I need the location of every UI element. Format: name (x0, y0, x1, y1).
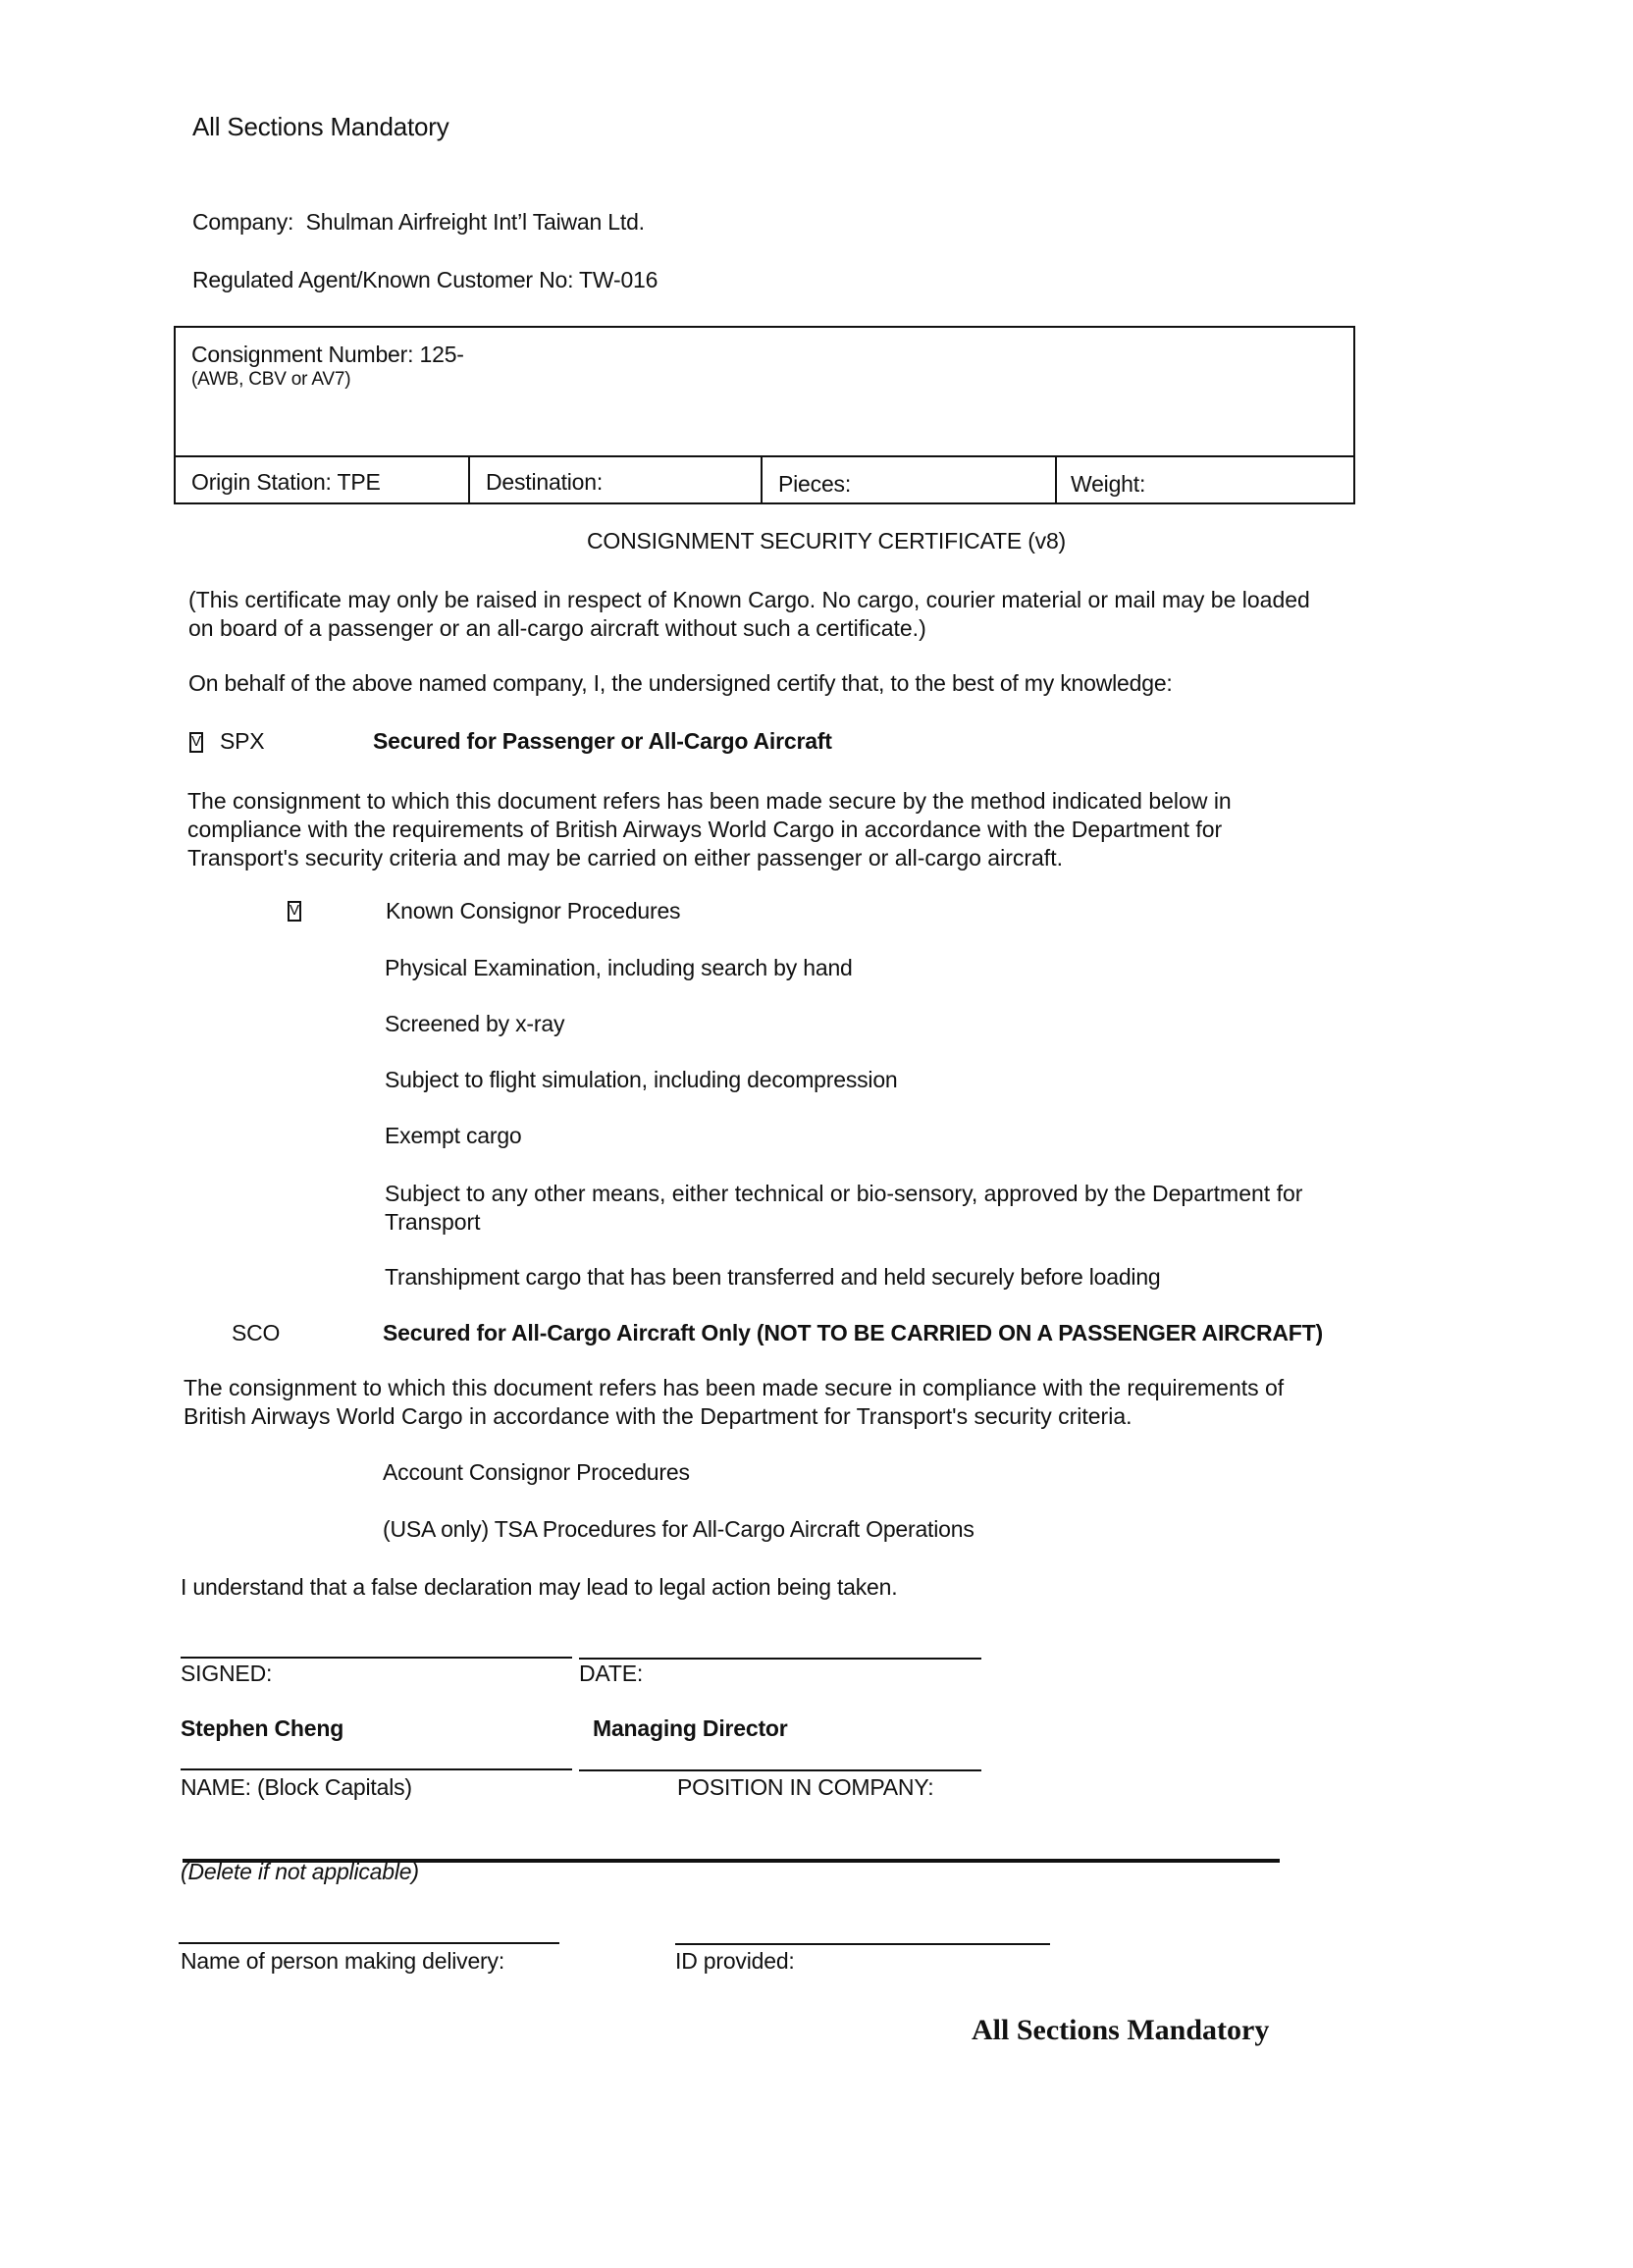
check-mark-icon: V (290, 902, 300, 919)
date-line (579, 1658, 981, 1660)
sco-title: Secured for All-Cargo Aircraft Only (NOT TO BE CARRIED ON A PASSENGER AIRCRAFT) (383, 1320, 1323, 1345)
method-flight-simulation[interactable]: Subject to flight simulation, including decompression (385, 1067, 898, 1092)
method-account-consignor[interactable]: Account Consignor Procedures (383, 1459, 690, 1485)
method-transhipment[interactable]: Transhipment cargo that has been transferred and held securely before loading (385, 1264, 1161, 1290)
consignment-number-line (191, 342, 464, 368)
position-line (579, 1769, 981, 1771)
date-field[interactable] (579, 1619, 981, 1655)
delivery-person-line (179, 1942, 559, 1944)
id-line (675, 1943, 1050, 1945)
name-line (181, 1768, 572, 1770)
agent-value: TW-016 (579, 267, 658, 292)
sco-para-line-1: The consignment to which this document refers has been made secure in compliance with the requirements of (184, 1375, 1285, 1400)
consignment-number-hint: (AWB, CBV or AV7) (191, 369, 351, 390)
consignment-number-label: Consignment Number: (191, 342, 414, 367)
weight-label: Weight: (1071, 471, 1146, 497)
spx-para-line-2: compliance with the requirements of British Airways World Cargo in accordance with the Department for (187, 817, 1223, 842)
method-xray[interactable]: Screened by x-ray (385, 1011, 565, 1036)
company-label: Company: (192, 209, 294, 235)
spx-code: SPX (220, 728, 265, 754)
company-line (192, 209, 645, 236)
check-mark-icon: V (191, 733, 202, 750)
signed-label: SIGNED: (181, 1661, 273, 1686)
weight-cell[interactable] (1071, 471, 1145, 498)
destination-cell[interactable] (486, 469, 603, 496)
method-other-means[interactable] (385, 1180, 1302, 1237)
destination-label: Destination: (486, 469, 604, 495)
other-means-line-1: Subject to any other means, either technical or bio-sensory, approved by the Department for (385, 1181, 1303, 1206)
intro-line-1: (This certificate may only be raised in respect of Known Cargo. No cargo, courier material or mail may be loaded (188, 587, 1310, 612)
declaration-statement: I understand that a false declaration may lead to legal action being taken. (181, 1574, 898, 1600)
origin-cell[interactable] (191, 469, 381, 496)
method-known-consignor[interactable]: Known Consignor Procedures (386, 898, 681, 923)
company-value: Shulman Airfreight Int’l Taiwan Ltd. (305, 209, 645, 235)
intro-line-2: on board of a passenger or an all-cargo aircraft without such a certificate.) (188, 615, 926, 641)
pieces-label: Pieces: (778, 471, 852, 497)
spx-para-line-1: The consignment to which this document refers has been made secure by the method indicated below in (187, 788, 1232, 814)
delete-note: (Delete if not applicable) (181, 1859, 419, 1884)
certificate-title: CONSIGNMENT SECURITY CERTIFICATE (v8) (587, 528, 1066, 554)
id-provided-field[interactable] (675, 1906, 1050, 1941)
other-means-line-2: Transport (385, 1209, 481, 1235)
id-provided-label: ID provided: (675, 1948, 795, 1974)
cell-divider (1055, 457, 1057, 502)
sco-para-line-2: British Airways World Cargo in accordance with the Department for Transport's security criteria. (184, 1403, 1133, 1429)
method-physical-examination[interactable]: Physical Examination, including search by hand (385, 955, 853, 980)
origin-value: TPE (337, 469, 381, 495)
agent-line (192, 267, 658, 293)
position-value[interactable]: Managing Director (593, 1715, 788, 1741)
spx-title: Secured for Passenger or All-Cargo Aircraft (373, 728, 832, 754)
signed-line (181, 1657, 572, 1659)
consignment-box (174, 326, 1355, 504)
details-row (176, 457, 1353, 502)
method-checkbox-known-consignor[interactable] (288, 901, 301, 922)
spx-paragraph (187, 787, 1232, 872)
agent-label: Regulated Agent/Known Customer No: (192, 267, 574, 292)
position-label: POSITION IN COMPANY: (677, 1774, 934, 1800)
header-title: All Sections Mandatory (192, 112, 449, 141)
signed-field[interactable] (181, 1619, 572, 1655)
sco-paragraph (184, 1374, 1284, 1431)
date-label: DATE: (579, 1661, 644, 1686)
certificate-intro (188, 586, 1310, 643)
pieces-cell[interactable] (778, 471, 851, 498)
delivery-person-field[interactable] (179, 1906, 559, 1941)
cell-divider (761, 457, 763, 502)
behalf-statement: On behalf of the above named company, I, the undersigned certify that, to the best of my knowledge: (188, 670, 1173, 696)
footer-title: All Sections Mandatory (972, 2014, 1270, 2046)
spx-checkbox[interactable] (189, 732, 203, 753)
method-exempt-cargo[interactable]: Exempt cargo (385, 1123, 522, 1148)
spx-para-line-3: Transport's security criteria and may be carried on either passenger or all-cargo aircraft. (187, 845, 1063, 870)
cell-divider (468, 457, 470, 502)
method-tsa-procedures[interactable]: (USA only) TSA Procedures for All-Cargo Aircraft Operations (383, 1516, 975, 1542)
name-value[interactable]: Stephen Cheng (181, 1715, 344, 1741)
name-label: NAME: (Block Capitals) (181, 1774, 412, 1800)
sco-code[interactable]: SCO (232, 1320, 281, 1345)
delivery-person-label: Name of person making delivery: (181, 1948, 505, 1974)
origin-label: Origin Station: (191, 469, 332, 495)
consignment-number-field[interactable]: 125- (419, 342, 464, 367)
